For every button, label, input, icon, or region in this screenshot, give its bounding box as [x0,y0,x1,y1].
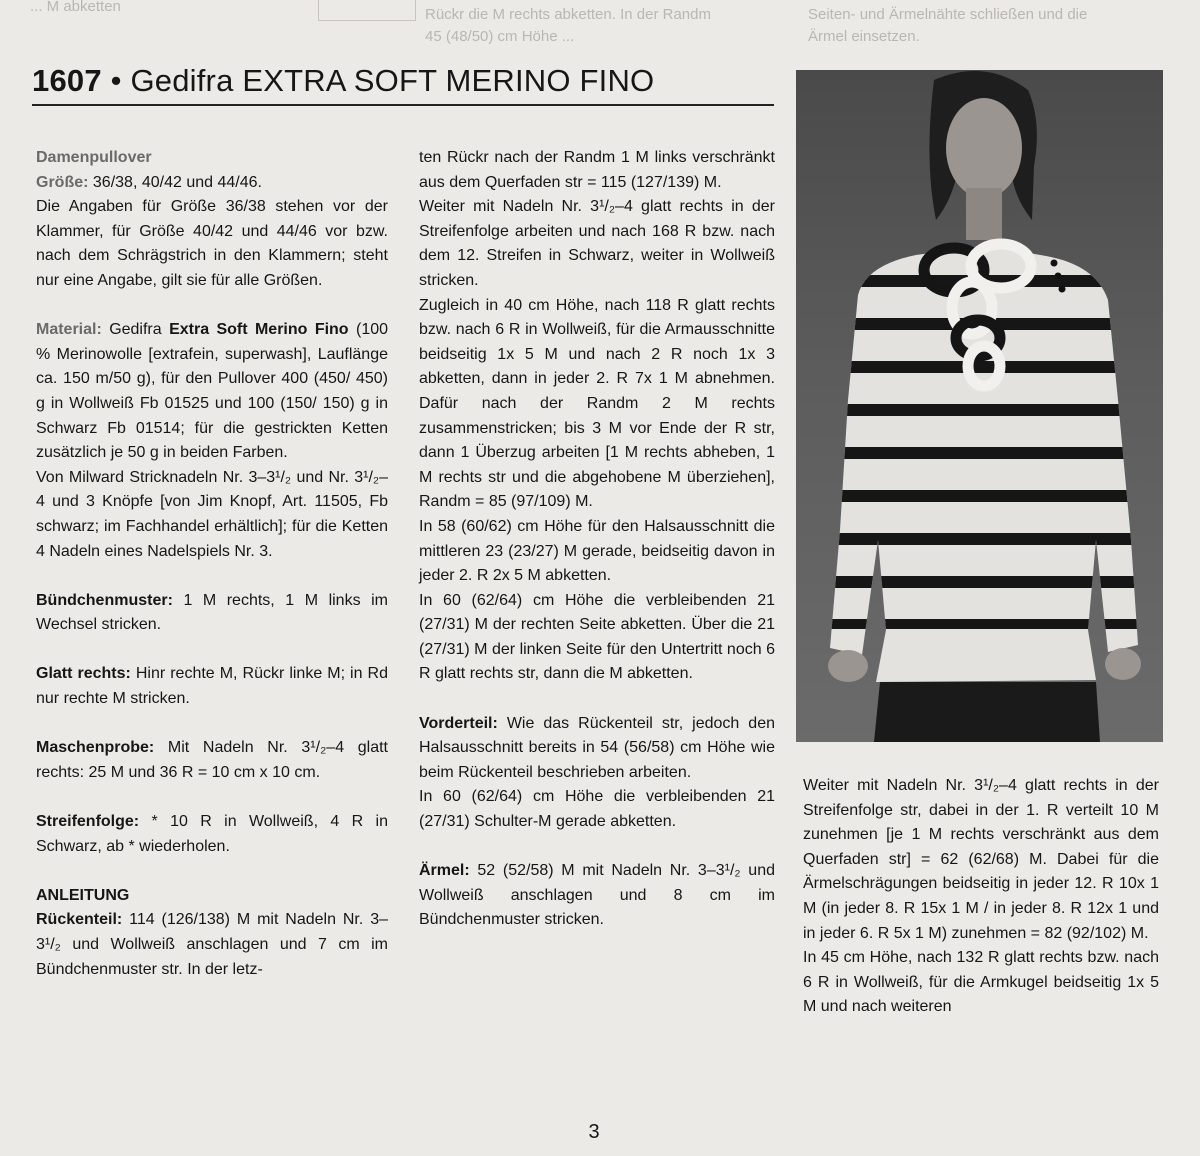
pattern-header [32,62,774,106]
material-brand: Gedifra [101,321,170,339]
back-text: 114 (126/138) M mit Nadeln Nr. 3–3¹/₂ und Wollweiß anschlagen und 7 cm im Bündchenmuster str. In der letz- [36,911,388,978]
size-paragraph [36,171,388,196]
back-continued-4: In 58 (60/62) cm Höhe für den Halsausschnitt die mittleren 23 (23/27) M gerade, beidseitig davon in jeder 2. R 2x 5 M abketten. [419,517,775,585]
back-continued-5: In 60 (62/64) cm Höhe die verbleibenden 21 (27/31) M der rechten Seite abketten. Über die 21 (27/31) M der linken Seite für den Untertritt noch 6 R glatt rechts str, dann die M abketten. [419,591,775,683]
material-paragraph [36,318,388,466]
gauge-paragraph [36,736,388,785]
stripe-text: * 10 R in Wollweiß, 4 R in Schwarz, ab * wiederholen. [36,813,388,855]
right-text-column [803,774,1159,1020]
photo-illustration [796,70,1163,742]
middle-text-column [419,146,775,933]
garment-type-label: Damenpullover [36,149,152,166]
stockinette-paragraph [36,662,388,711]
rib-paragraph [36,589,388,638]
back-continued-2: Weiter mit Nadeln Nr. 3¹/₂–4 glatt rechts in der Streifenfolge arbeiten und nach 168 R bzw. nach dem 12. Streifen in Schwarz, weiter in Wollweiß stricken. [419,198,775,289]
sleeves-text: 52 (52/58) M mit Nadeln Nr. 3–3¹/₂ und Wollweiß anschlagen und 8 cm im Bündchenmuster stricken. [419,862,775,929]
needles-text: Von Milward Stricknadeln Nr. 3–3¹/₂ und Nr. 3¹/₂–4 und 3 Knöpfe [von Jim Knopf, Art. 11505, Fb schwarz; im Fachhandel erhältlich]; für die Ketten 4 Nadeln eines Nadelspiels Nr. 3. [36,468,388,560]
back-continued-1: ten Rückr nach der Randm 1 M links verschränkt aus dem Querfaden str = 115 (127/139) M. [419,149,775,191]
gauge-text: Mit Nadeln Nr. 3¹/₂–4 glatt rechts: 25 M und 36 R = 10 cm x 10 cm. [36,739,388,781]
back-continued-3: Zugleich in 40 cm Höhe, nach 118 R glatt rechts bzw. nach 6 R in Wollweiß, für die Armausschnitte beidseitig 1x 5 M und nach 2 R noch 1x 3 abketten, dann in jeder 2. R 7x 1 M abnehmen. Dafür nach der Randm 2 M rechts zusammenstricken; bis 3 M vor Ende der R str, dann 1 Überzug arbeiten [1 M rechts abheben, 1 M rechts str und die abgehobene M überziehen], Randm = 85 (97/109) M. [419,296,775,511]
front-label: Vorderteil: [419,714,498,732]
rib-label: Bündchenmuster: [36,591,173,609]
sleeves-label: Ärmel: [419,862,470,880]
rib-text: 1 M rechts, 1 M links im Wechsel stricken. [36,591,388,634]
bleed-through-text-right [808,4,1168,48]
material-yarn-name: Extra Soft Merino Fino [169,321,349,339]
back-label: Rückenteil: [36,911,123,929]
page-title [32,62,774,100]
sleeves-continued-2: In 45 cm Höhe, nach 132 R glatt rechts bzw. nach 6 R in Wollweiß, für die Armkugel beidseitig 1x 5 M und nach weiteren [803,949,1159,1016]
size-label: Größe: [36,173,89,191]
back-paragraph [36,908,388,982]
stockinette-label: Glatt rechts: [36,665,131,683]
garment-type [36,146,388,171]
pattern-number: 1607 [32,63,102,98]
stripe-label: Streifenfolge: [36,813,140,831]
material-text: (100 % Merinowolle [extrafein, superwash], Lauflänge ca. 150 m/50 g), für den Pullover 400 (450/ 450) g in Wollweiß Fb 01525 und 100 (150/ 150) g in Schwarz Fb 01514; für die gestrickten Ketten zusätzlich je 50 g in beiden Farben. [36,321,389,462]
bleed-through-line: 45 (48/50) cm Höhe ... [425,28,575,45]
gauge-label: Maschenprobe: [36,739,155,757]
instructions-heading: ANLEITUNG [36,886,130,904]
material-label: Material: [36,321,102,339]
bleed-through-line: Seiten- und Ärmelnähte schließen und die [808,6,1088,23]
sleeves-paragraph [419,859,775,933]
bleed-through-text-middle [425,4,765,48]
bleed-through-text-left [30,0,260,18]
stockinette-text: Hinr rechte M, Rückr linke M; in Rd nur rechte M stricken. [36,665,388,708]
pattern-title: Gedifra EXTRA SOFT MERINO FINO [130,63,655,98]
front-text: Wie das Rückenteil str, jedoch den Halsausschnitt bereits in 54 (56/58) cm Höhe wie beim Rückenteil beschrieben arbeiten. [419,714,775,781]
sleeves-continued-1: Weiter mit Nadeln Nr. 3¹/₂–4 glatt rechts in der Streifenfolge str, dabei in der 1. R verteilt 10 M zunehmen [je 1 M rechts verschränkt aus dem Querfaden str] = 62 (62/68) M. Dabei für die Ärmelschrägungen beidseitig in jeder 12. R 10x 1 M (in jeder 8. R 15x 1 M / in jeder 8. R 12x 1 und in jeder 6. R 5x 1 M) zunehmen = 82 (92/102) M. [803,777,1159,942]
page-number: 3 [588,1121,600,1143]
size-text: 36/38, 40/42 und 44/46. [88,173,262,191]
bleed-through-line: Rückr die M rechts abketten. In der Randm [425,6,711,23]
bleed-through-line: ... M abketten [30,0,121,15]
front-text-2: In 60 (62/64) cm Höhe die verbleibenden 21 (27/31) Schulter-M gerade abketten. [419,788,775,831]
left-text-column [36,146,388,982]
front-paragraph [419,712,775,786]
woman-in-striped-sweater-photo [796,70,1163,742]
bleed-through-frame [318,0,416,21]
title-separator: • [101,63,131,98]
stripe-paragraph [36,810,388,859]
bleed-through-line: Ärmel einsetzen. [808,28,920,45]
size-note: Die Angaben für Größe 36/38 stehen vor der Klammer, für Größe 40/42 und 44/46 vor bzw. nach dem Schrägstrich in den Klammern; steht nur eine Angabe, gilt sie für alle Größen. [36,198,388,289]
